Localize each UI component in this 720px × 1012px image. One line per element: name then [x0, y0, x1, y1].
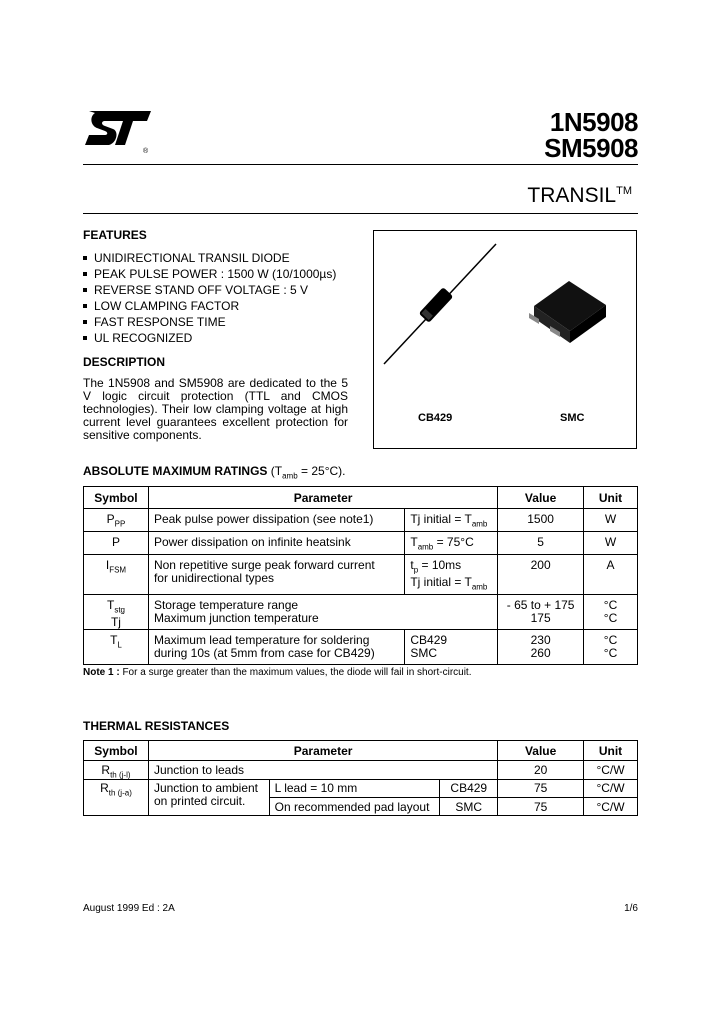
- col-symbol: Symbol: [84, 487, 149, 509]
- col-symbol: Symbol: [84, 741, 149, 761]
- note-1: Note 1 : For a surge greater than the maximum values, the diode will fail in short-circuit.: [83, 667, 472, 678]
- list-item: REVERSE STAND OFF VOLTAGE : 5 V: [83, 282, 336, 298]
- table-row: $I_{FSM}$ Non repetitive surge peak forward current for unidirectional types $t_p = 10ms$ Tj initial = $T_{amb}$ 200 A: [84, 555, 638, 595]
- package-drawing: [374, 231, 636, 448]
- features-list: [83, 250, 336, 346]
- table-row: $T_L$ Maximum lead temperature for soldering during 10s (at 5mm from case for CB429) CB429 SMC 230 260 °C °C: [84, 630, 638, 665]
- part-number-1: 1N5908: [549, 107, 638, 137]
- thermal-table: [83, 740, 638, 816]
- table-row: $P_{PP}$ Peak pulse power dissipation (see note1) Tj initial = $T_{amb}$ 1500 W: [84, 509, 638, 532]
- st-logo: [83, 107, 155, 157]
- amr-heading: ABSOLUTE MAXIMUM RATINGS $(T_{amb} = 25^\circ C)$.: [83, 464, 346, 481]
- description-heading: DESCRIPTION: [83, 355, 166, 369]
- table-row: $R_{th (j-a)}$ Junction to ambient on printed circuit. L lead = 10 mm CB429 75 °C/W: [84, 780, 638, 798]
- package-label-smc: SMC: [560, 412, 585, 424]
- part-number-2: SM5908: [544, 133, 638, 163]
- document-subtitle: TRANSIL™: [527, 184, 632, 207]
- table-row: On recommended pad layout SMC 75 °C/W: [84, 798, 638, 816]
- features-heading: FEATURES: [83, 228, 147, 242]
- description-text: The 1N5908 and SM5908 are dedicated to the 5 V logic circuit protection (TTL and CMOS technologies). Their low clamping voltage at high current level guarantees excellent protection for sensitive components.: [83, 376, 348, 442]
- package-label-cb429: CB429: [418, 412, 453, 424]
- thermal-heading: THERMAL RESISTANCES: [83, 719, 230, 733]
- page-number: 1/6: [624, 903, 638, 914]
- col-unit: Unit: [584, 487, 638, 509]
- col-parameter: Parameter: [148, 487, 497, 509]
- col-value: Value: [498, 741, 584, 761]
- package-illustration: [373, 230, 637, 449]
- list-item: UL RECOGNIZED: [83, 330, 336, 346]
- subtitle-rule: [83, 213, 638, 214]
- header-rule: [83, 164, 638, 165]
- table-row: P Power dissipation on infinite heatsink $T_{amb} = 75^\circ C$ 5 W: [84, 532, 638, 555]
- svg-text:®: ®: [143, 148, 149, 155]
- col-unit: Unit: [584, 741, 638, 761]
- list-item: PEAK PULSE POWER : 1500 W (10/1000µs): [83, 266, 336, 282]
- table-row: $T_{stg}$ Tj Storage temperature range Maximum junction temperature - 65 to + 175 175 °C °C: [84, 594, 638, 629]
- table-row: $R_{th (j-l)}$ Junction to leads 20 °C/W: [84, 761, 638, 780]
- list-item: LOW CLAMPING FACTOR: [83, 298, 336, 314]
- col-value: Value: [498, 487, 584, 509]
- footer-date: August 1999 Ed : 2A: [83, 903, 175, 914]
- list-item: UNIDIRECTIONAL TRANSIL DIODE: [83, 250, 336, 266]
- col-parameter: Parameter: [148, 741, 497, 761]
- amr-table: [83, 486, 638, 665]
- list-item: FAST RESPONSE TIME: [83, 314, 336, 330]
